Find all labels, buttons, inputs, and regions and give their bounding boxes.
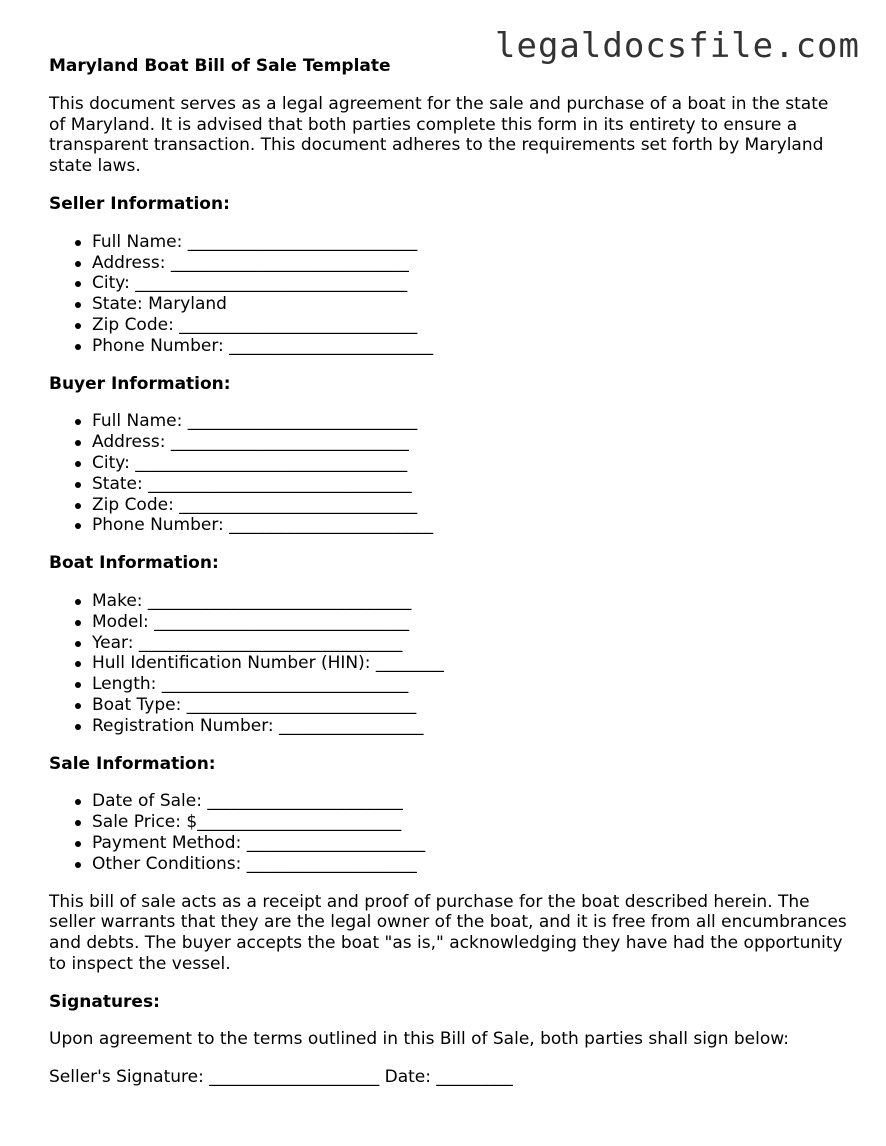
sale-heading: Sale Information:	[49, 753, 216, 774]
boat-hin-field: Hull Identification Number (HIN): ________	[92, 653, 849, 674]
buyer-zip-field: Zip Code: ____________________________	[92, 495, 849, 516]
sale-fields	[49, 791, 849, 874]
receipt-paragraph: This bill of sale acts as a receipt and proof of purchase for the boat described herein. The seller warrants that they are the legal owner of the boat, and it is free from all encumbrances and debts. The buyer accepts the boat "as is," acknowledging they have had the opportunity to inspect the vessel.	[49, 891, 847, 974]
boat-year-field: Year: _______________________________	[92, 633, 849, 654]
sale-payment-method-field: Payment Method: _____________________	[92, 833, 849, 854]
buyer-heading: Buyer Information:	[49, 373, 231, 394]
seller-address-field: Address: ____________________________	[92, 253, 849, 274]
boat-type-field: Boat Type: ___________________________	[92, 695, 849, 716]
buyer-state-field: State: _______________________________	[92, 474, 849, 495]
intro-paragraph: This document serves as a legal agreement for the sale and purchase of a boat in the state of Maryland. It is advised that both parties complete this form in its entirety to ensure a transparent transaction. This document adheres to the requirements set forth by Maryland state laws.	[49, 93, 829, 177]
seller-phone-field: Phone Number: ________________________	[92, 336, 849, 357]
seller-city-field: City: ________________________________	[92, 273, 849, 294]
seller-zip-field: Zip Code: ____________________________	[92, 315, 849, 336]
buyer-full-name-field: Full Name: ___________________________	[92, 411, 849, 432]
buyer-phone-field: Phone Number: ________________________	[92, 515, 849, 536]
seller-state-field: State: Maryland	[92, 294, 849, 315]
boat-length-field: Length: _____________________________	[92, 674, 849, 695]
buyer-address-field: Address: ____________________________	[92, 432, 849, 453]
sale-date-field: Date of Sale: _______________________	[92, 791, 849, 812]
buyer-fields	[49, 411, 849, 536]
seller-heading: Seller Information:	[49, 193, 230, 214]
sale-price-field: Sale Price: $________________________	[92, 812, 849, 833]
signatures-heading: Signatures:	[49, 991, 160, 1012]
watermark: legaldocsfile.com	[495, 26, 860, 66]
boat-fields	[49, 591, 849, 737]
buyer-city-field: City: ________________________________	[92, 453, 849, 474]
boat-make-field: Make: _______________________________	[92, 591, 849, 612]
seller-signature-line: Seller's Signature: ____________________ Date: _________	[49, 1067, 513, 1088]
seller-full-name-field: Full Name: ___________________________	[92, 232, 849, 253]
boat-registration-field: Registration Number: _________________	[92, 716, 849, 737]
signatures-instruction: Upon agreement to the terms outlined in this Bill of Sale, both parties shall sign below:	[49, 1029, 789, 1050]
document-title: Maryland Boat Bill of Sale Template	[49, 56, 391, 76]
boat-heading: Boat Information:	[49, 553, 219, 574]
document-body	[49, 56, 849, 1088]
seller-fields	[49, 232, 849, 357]
boat-model-field: Model: ______________________________	[92, 612, 849, 633]
sale-other-conditions-field: Other Conditions: ____________________	[92, 854, 849, 875]
